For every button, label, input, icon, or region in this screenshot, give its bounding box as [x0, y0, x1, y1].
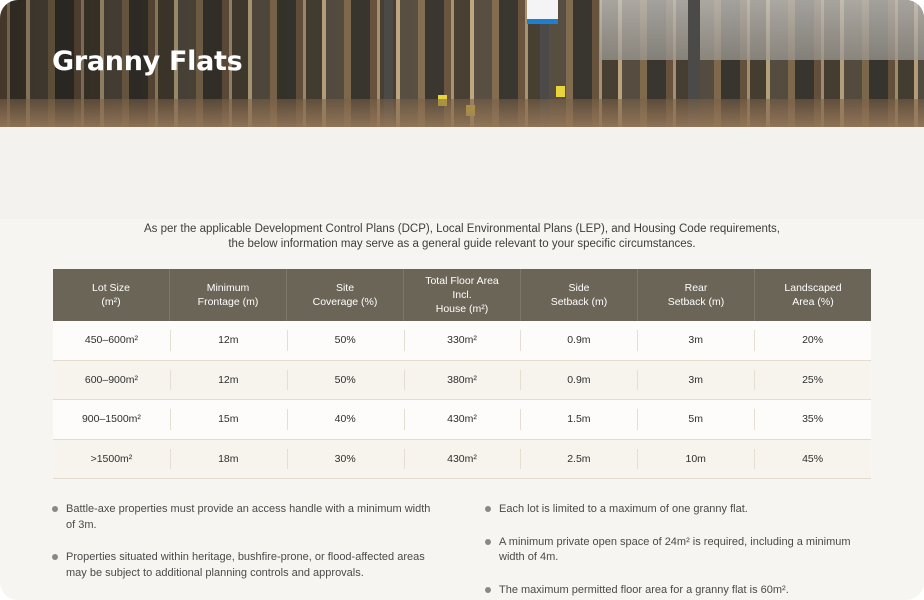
note-item	[485, 583, 875, 599]
bullet-icon	[52, 554, 58, 560]
note-item	[485, 535, 875, 566]
requirements-table	[53, 269, 871, 479]
header-total-floor-area: Total Floor Area Incl. House (m²)	[404, 269, 521, 321]
cell-landscaped-area: 20%	[754, 321, 871, 360]
cell-side-setback: 0.9m	[520, 321, 637, 360]
hero-tag	[556, 86, 565, 97]
header-lot-size: Lot Size (m²)	[53, 269, 170, 321]
cell-minimum-frontage: 18m	[170, 440, 287, 479]
cell-total-floor-area: 380m²	[404, 361, 521, 400]
header-landscaped-area: Landscaped Area (%)	[784, 282, 842, 308]
cell-landscaped-area: 25%	[754, 361, 871, 400]
cell-lot-size: >1500m²	[90, 452, 133, 465]
table-row	[53, 361, 871, 401]
cell-site-coverage: 30%	[287, 440, 404, 479]
table-row	[53, 321, 871, 361]
cell-lot-size: 450–600m²	[84, 334, 138, 347]
cell-landscaped-area: 35%	[754, 400, 871, 439]
notes-left	[52, 502, 432, 598]
page-title: Granny Flats	[52, 46, 243, 77]
cell-landscaped-area: 45%	[754, 440, 871, 479]
hero-ground	[0, 99, 924, 127]
header-side-setback: Side Setback (m)	[521, 269, 638, 321]
note-item	[52, 550, 432, 581]
cell-minimum-frontage: 12m	[170, 321, 287, 360]
header-minimum-frontage: Minimum Frontage (m)	[170, 269, 287, 321]
bullet-icon	[485, 587, 491, 593]
notes-right	[485, 502, 875, 600]
intro-text	[60, 222, 864, 252]
cell-lot-size: 900–1500m²	[81, 413, 141, 426]
cell-rear-setback: 3m	[637, 361, 754, 400]
cell-minimum-frontage: 12m	[170, 361, 287, 400]
cell-site-coverage: 50%	[287, 361, 404, 400]
cell-side-setback: 2.5m	[520, 440, 637, 479]
hero-sign	[527, 0, 558, 24]
note-text: Battle-axe properties must provide an access handle with a minimum width of 3m.	[66, 503, 431, 531]
cell-total-floor-area: 330m²	[404, 321, 521, 360]
cell-side-setback: 0.9m	[520, 361, 637, 400]
note-item	[52, 502, 432, 533]
cell-rear-setback: 10m	[637, 440, 754, 479]
cell-side-setback: 1.5m	[520, 400, 637, 439]
note-text: Properties situated within heritage, bushfire-prone, or flood-affected areas may be subject to additional planning controls and approvals.	[66, 551, 425, 579]
cell-total-floor-area: 430m²	[404, 400, 521, 439]
table-header	[53, 269, 871, 321]
cell-rear-setback: 5m	[637, 400, 754, 439]
cell-site-coverage: 40%	[287, 400, 404, 439]
bullet-icon	[485, 539, 491, 545]
header-rear-setback: Rear Setback (m)	[638, 269, 755, 321]
bullet-icon	[485, 506, 491, 512]
cell-rear-setback: 3m	[637, 321, 754, 360]
intro-line: the below information may serve as a general guide relevant to your specific circumstances.	[228, 238, 696, 250]
cell-minimum-frontage: 15m	[170, 400, 287, 439]
note-text: A minimum private open space of 24m² is required, including a minimum width of 4m.	[499, 535, 851, 563]
note-text: The maximum permitted floor area for a granny flat is 60m².	[499, 583, 789, 596]
hero-sky	[600, 0, 924, 60]
bullet-icon	[52, 506, 58, 512]
intro-line: As per the applicable Development Control Plans (DCP), Local Environmental Plans (LEP), and Housing Code requirements,	[143, 223, 780, 235]
table-row	[53, 400, 871, 440]
note-item	[485, 502, 875, 518]
table-row	[53, 440, 871, 480]
cell-total-floor-area: 430m²	[404, 440, 521, 479]
hero-panel	[0, 127, 924, 219]
note-text: Each lot is limited to a maximum of one granny flat.	[499, 503, 748, 515]
cell-site-coverage: 50%	[287, 321, 404, 360]
cell-lot-size: 600–900m²	[84, 373, 138, 386]
hero-banner	[0, 0, 924, 127]
header-site-coverage: Site Coverage (%)	[287, 269, 404, 321]
